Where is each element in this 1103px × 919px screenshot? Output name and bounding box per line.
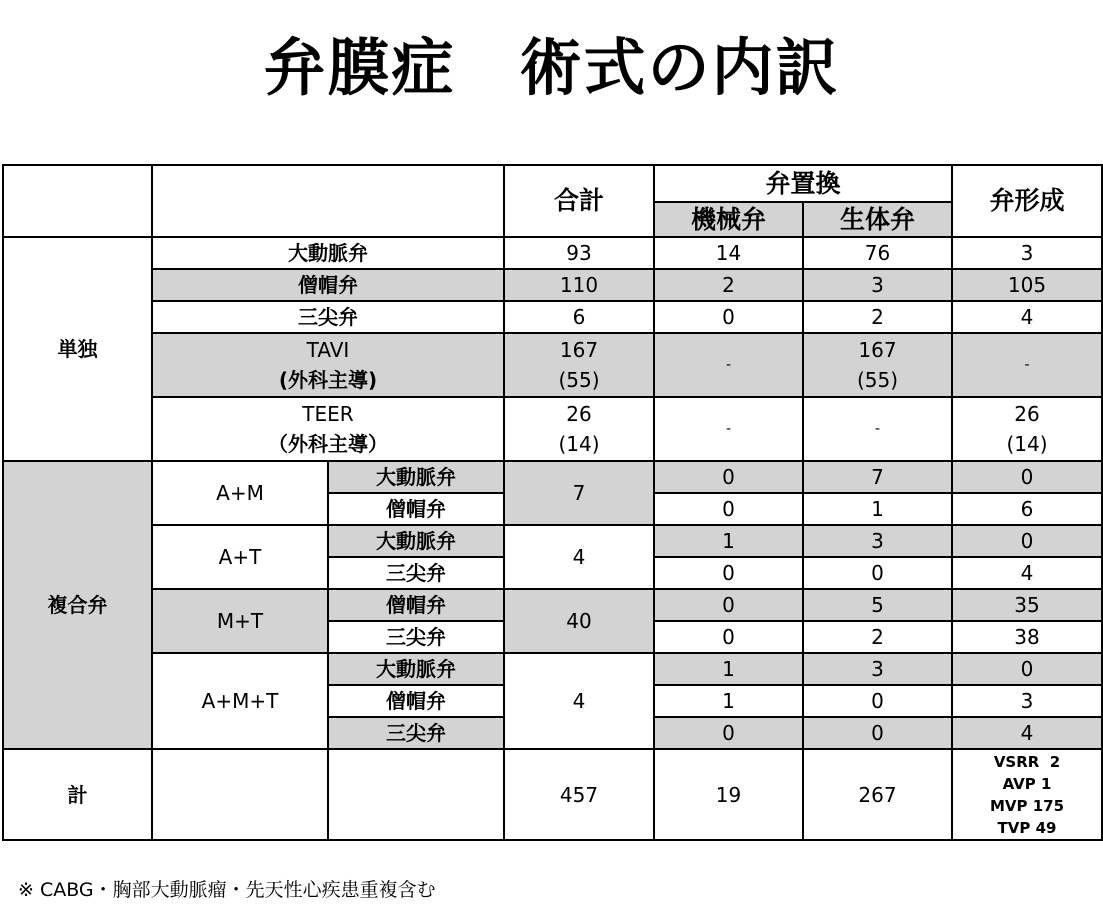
total-value: 167 — [559, 338, 599, 362]
table-row — [3, 525, 1102, 557]
bioprosthetic-cell — [803, 333, 952, 397]
bioprosthetic-cell: 5 — [803, 589, 952, 621]
bioprosthetic-cell: 3 — [803, 525, 952, 557]
repair-breakdown-line: TVP 49 — [997, 818, 1057, 837]
bioprosthetic-cell: 0 — [803, 685, 952, 717]
repair-cell: 6 — [952, 493, 1102, 525]
combo-label: A+T — [152, 525, 328, 589]
sum-mechanical-cell: 19 — [654, 749, 803, 840]
mechanical-cell: 0 — [654, 301, 803, 333]
table-row-total — [3, 749, 1102, 840]
valve-label: 三尖弁 — [328, 557, 504, 589]
combo-label: M+T — [152, 589, 328, 653]
combo-label: A+M — [152, 461, 328, 525]
valve-name: TAVI — [306, 338, 350, 362]
repair-value: 26 — [1014, 402, 1040, 426]
sum-repair-cell — [952, 749, 1102, 840]
bioprosthetic-cell: 1 — [803, 493, 952, 525]
table-row — [3, 397, 1102, 461]
header-replacement: 弁置換 — [654, 165, 952, 202]
repair-cell: 0 — [952, 525, 1102, 557]
valve-label: 大動脈弁 — [328, 653, 504, 685]
repair-cell: 38 — [952, 621, 1102, 653]
header-bioprosthetic: 生体弁 — [803, 202, 952, 237]
valve-label: 僧帽弁 — [328, 589, 504, 621]
repair-breakdown-line: AVP 1 — [1002, 774, 1052, 793]
table-row — [3, 237, 1102, 269]
table-row — [3, 269, 1102, 301]
total-sub-value: (14) — [558, 432, 600, 456]
mechanical-cell: - — [654, 333, 803, 397]
bioprosthetic-cell: 3 — [803, 653, 952, 685]
header-blank-cell — [152, 165, 504, 237]
row-group-label-single: 単独 — [3, 237, 152, 461]
bioprosthetic-cell: 2 — [803, 621, 952, 653]
table-row — [3, 461, 1102, 493]
bioprosthetic-cell: 3 — [803, 269, 952, 301]
valve-note: (外科主導) — [278, 368, 378, 392]
sum-bioprosthetic-cell: 267 — [803, 749, 952, 840]
total-cell: 4 — [504, 525, 654, 589]
repair-sub-value: (14) — [1006, 432, 1048, 456]
valve-label: 三尖弁 — [152, 301, 504, 333]
bioprosthetic-sub-value: (55) — [856, 368, 899, 392]
bioprosthetic-cell: 7 — [803, 461, 952, 493]
combo-label: A+M+T — [152, 653, 328, 749]
page-title: 弁膜症 術式の内訳 — [263, 31, 840, 104]
blank-cell — [152, 749, 328, 840]
repair-cell: 0 — [952, 653, 1102, 685]
total-cell: 4 — [504, 653, 654, 749]
total-cell: 110 — [504, 269, 654, 301]
mechanical-cell: 0 — [654, 589, 803, 621]
total-cell — [504, 333, 654, 397]
table-row — [3, 653, 1102, 685]
bioprosthetic-value: 167 — [858, 338, 897, 362]
valve-label: 僧帽弁 — [328, 493, 504, 525]
total-cell: 93 — [504, 237, 654, 269]
total-cell: 6 — [504, 301, 654, 333]
repair-cell: 4 — [952, 717, 1102, 749]
repair-breakdown-line: VSRR 2 — [993, 752, 1061, 771]
header-total: 合計 — [504, 165, 654, 237]
header-repair: 弁形成 — [952, 165, 1102, 237]
mechanical-cell: 1 — [654, 525, 803, 557]
repair-cell: - — [952, 333, 1102, 397]
repair-cell: 4 — [952, 557, 1102, 589]
bioprosthetic-cell: 76 — [803, 237, 952, 269]
repair-cell: 105 — [952, 269, 1102, 301]
total-cell: 40 — [504, 589, 654, 653]
bioprosthetic-cell: 0 — [803, 557, 952, 589]
total-cell: 7 — [504, 461, 654, 525]
sum-label: 計 — [3, 749, 152, 840]
repair-cell: 35 — [952, 589, 1102, 621]
bioprosthetic-cell: - — [803, 397, 952, 461]
row-group-label-combined: 複合弁 — [3, 461, 152, 749]
mechanical-cell: 0 — [654, 461, 803, 493]
mechanical-cell: 1 — [654, 685, 803, 717]
footnote: ※ CABG・胸部大動脈瘤・先天性心疾患重複含む — [18, 879, 436, 901]
mechanical-cell: 0 — [654, 621, 803, 653]
repair-cell: 3 — [952, 237, 1102, 269]
valve-label — [152, 397, 504, 461]
valve-label — [152, 333, 504, 397]
valve-label: 僧帽弁 — [152, 269, 504, 301]
surgery-breakdown-table — [2, 164, 1103, 841]
total-sub-value: (55) — [558, 368, 600, 392]
header-mechanical: 機械弁 — [654, 202, 803, 237]
header-blank-cell — [3, 165, 152, 237]
valve-label: 大動脈弁 — [328, 525, 504, 557]
mechanical-cell: 0 — [654, 557, 803, 589]
table-row — [3, 333, 1102, 397]
mechanical-cell: 14 — [654, 237, 803, 269]
total-cell — [504, 397, 654, 461]
bioprosthetic-cell: 0 — [803, 717, 952, 749]
mechanical-cell: 0 — [654, 493, 803, 525]
valve-label: 三尖弁 — [328, 717, 504, 749]
table-row — [3, 589, 1102, 621]
valve-label: 大動脈弁 — [152, 237, 504, 269]
mechanical-cell: 2 — [654, 269, 803, 301]
repair-cell: 3 — [952, 685, 1102, 717]
valve-note: （外科主導） — [268, 432, 388, 456]
sum-total-cell: 457 — [504, 749, 654, 840]
mechanical-cell: 0 — [654, 717, 803, 749]
valve-label: 大動脈弁 — [328, 461, 504, 493]
table-row — [3, 301, 1102, 333]
valve-name: TEER — [302, 402, 354, 426]
repair-cell — [952, 397, 1102, 461]
valve-label: 三尖弁 — [328, 621, 504, 653]
valve-label: 僧帽弁 — [328, 685, 504, 717]
total-value: 26 — [566, 402, 592, 426]
repair-cell: 0 — [952, 461, 1102, 493]
bioprosthetic-cell: 2 — [803, 301, 952, 333]
repair-breakdown-line: MVP 175 — [989, 796, 1065, 815]
repair-cell: 4 — [952, 301, 1102, 333]
mechanical-cell: 1 — [654, 653, 803, 685]
blank-cell — [328, 749, 504, 840]
mechanical-cell: - — [654, 397, 803, 461]
